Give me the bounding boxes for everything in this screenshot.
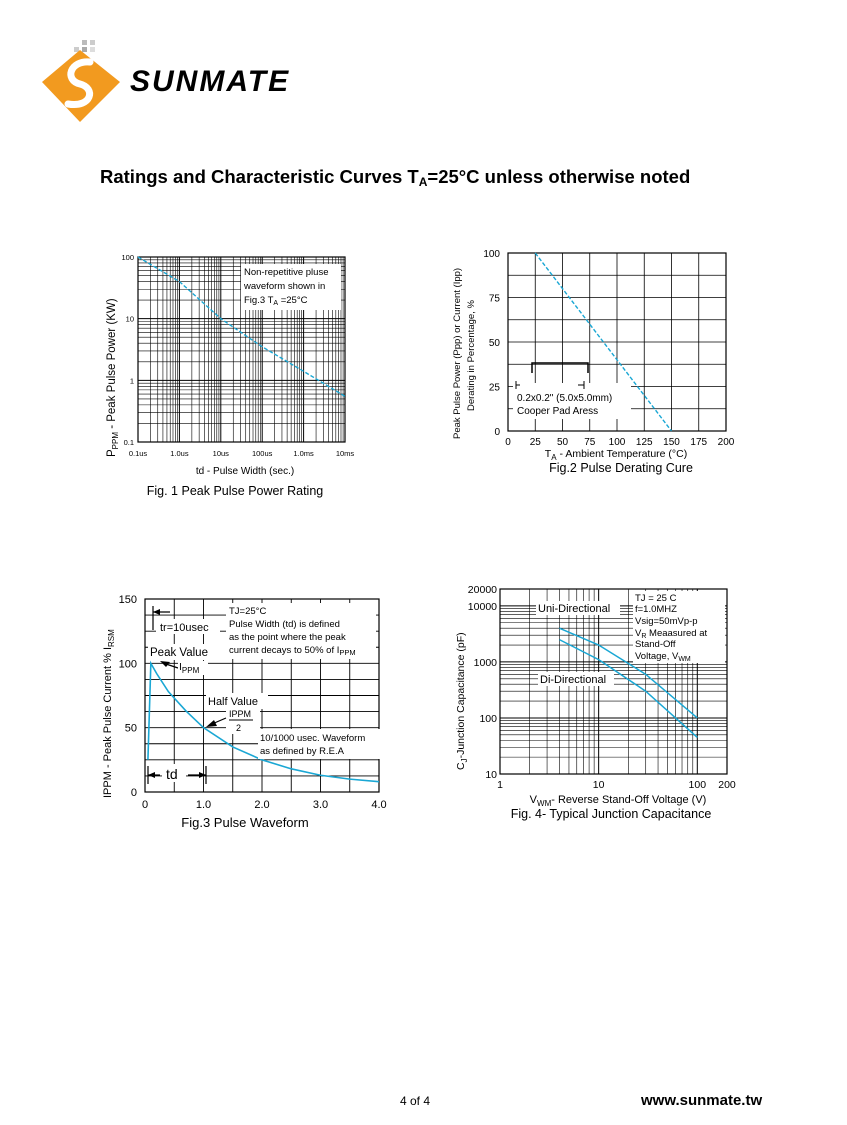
page-number: 4 of 4: [400, 1094, 431, 1108]
fig4-chart: [450, 578, 750, 828]
fig3-note1-line1: TJ=25°C: [229, 606, 267, 617]
fig4-x-tick-label: 100: [688, 779, 707, 791]
fig3-half-arrow-icon: [206, 720, 217, 727]
fig1-ylabel: $P_{PPM}$ - Peak Pulse Power (KW): [106, 298, 120, 457]
fig3-td-left-arrow-icon: [148, 772, 155, 778]
fig1-annotation-line2: waveform shown in: [244, 281, 326, 292]
fig4-legend-uni: Uni-Directional: [538, 603, 611, 615]
fig2-x-tick-label: 75: [584, 437, 596, 448]
fig4-cond-line4: $V_R$ Meaasured at: [635, 628, 708, 640]
fig2-x-tick-label: 150: [663, 437, 680, 448]
fig4-ylabel: $C_J$-Junction Capacitance (pF): [455, 632, 469, 770]
fig4-xlabel: $V_{WM}-$ Reverse Stand-Off Voltage (V): [529, 794, 707, 808]
fig4-title: Fig. 4- Typical Junction Capacitance: [510, 807, 712, 821]
fig3-y-tick-label: 150: [118, 594, 137, 606]
fig4-y-tick-label: 20000: [467, 584, 497, 596]
fig3-x-tick-label: 4.0: [371, 799, 387, 811]
fig2-x-tick-label: 100: [608, 437, 626, 448]
fig4-x-tick-label: 10: [592, 779, 605, 791]
page-title: Ratings and Characteristic Curves $T_A=25^\circ C$ unless otherwise noted: [100, 166, 691, 189]
fig4-cond-line1: TJ = 25 C: [635, 593, 677, 604]
fig3-note2-line2: as defined by R.E.A: [260, 746, 344, 757]
fig3-half-value-label: Half Value: [208, 696, 258, 708]
fig4-y-tick-label: 100: [479, 712, 497, 725]
fig1-chart: [95, 245, 385, 510]
fig3-ippm-label: $I_{PPM}$: [179, 661, 200, 675]
fig1-y-tick-label: 10: [125, 314, 134, 324]
fig3-peak-arrow-icon: [160, 661, 170, 667]
fig1-annotation-line1: Non-repetitive pluse: [244, 267, 329, 278]
fig4-x-tick-label: 1: [497, 779, 503, 791]
fig1-x-tick-label: 1.0us: [170, 449, 189, 458]
fig2-y-tick-label: 25: [488, 382, 500, 394]
brand-logo: [38, 38, 308, 133]
fig2-x-tick-label: 125: [635, 437, 653, 448]
fig2-x-tick-label: 175: [690, 437, 708, 448]
fig2-x-tick-label: 200: [717, 437, 735, 448]
fig3-y-tick-label: 100: [118, 658, 137, 671]
fig1-annotation-line3: Fig.3 $T_A =25^\circ C$: [244, 295, 308, 307]
fig3-title: Fig.3 Pulse Waveform: [181, 815, 309, 830]
fig2-x-tick-label: 0: [505, 437, 511, 448]
fig3-ylabel: IPPM - Peak Pulse Current % $I_{RSM}$: [102, 629, 116, 798]
fig4-cond-line3: Vsig=50mVp-p: [635, 616, 698, 627]
website-url: www.sunmate.tw: [641, 1092, 763, 1109]
fig4-legend-di: Di-Directional: [540, 674, 607, 686]
fig1-y-tick-label: 1: [129, 376, 134, 386]
fig2-ylabel-line2: Derating in Percentage, %: [466, 300, 477, 411]
fig3-td-right-arrow-icon: [199, 772, 206, 778]
fig2-ylabel-line1: Peak Pulse Power (Ppp) or Current (Ipp): [452, 267, 463, 439]
fig3-x-tick-label: 0: [141, 799, 149, 811]
fig1-y-tick-label: 100: [121, 253, 134, 262]
fig4-y-tick-label: 10: [485, 769, 497, 781]
fig3-note1-line3: as the point where the peak: [229, 632, 346, 643]
fig3-y-tick-label: 0: [130, 787, 137, 799]
fig1-x-tick-label: 10ms: [335, 449, 355, 458]
fig1-y-tick-label: 0.1: [123, 438, 134, 447]
fig3-half-numerator: IPPM: [229, 709, 252, 719]
fig2-x-tick-label: 25: [529, 437, 541, 448]
fig1-x-tick-label: 0.1us: [128, 449, 148, 458]
fig3-x-tick-label: 2.0: [254, 799, 270, 811]
logo-dots: [74, 40, 95, 52]
fig3-tr-label: tr=10usec: [160, 622, 209, 634]
fig2-title: Fig.2 Pulse Derating Cure: [549, 461, 693, 475]
fig1-title: Fig. 1 Peak Pulse Power Rating: [146, 484, 324, 498]
fig4-y-tick-label: 10000: [467, 600, 497, 613]
fig2-annotation-line2: Cooper Pad Aress: [517, 406, 599, 417]
fig3-series-line: [148, 663, 379, 781]
fig3-half-denominator: 2: [236, 723, 242, 733]
fig2-xlabel: $T_A$ - Ambient Temperature (°C): [544, 448, 688, 462]
fig4-cond-line2: f=1.0MHZ: [635, 604, 677, 615]
fig4-cond-line6: Voltage, $V_{WM}$: [635, 651, 691, 663]
fig2-y-tick-label: 0: [494, 427, 500, 438]
fig4-y-tick-label: 1000: [473, 656, 497, 669]
fig3-note1-line2: Pulse Width (td) is defined: [229, 619, 340, 630]
fig1-x-tick-label: 10us: [212, 449, 229, 458]
fig2-y-tick-label: 75: [488, 293, 500, 305]
fig3-td-label: td: [166, 766, 178, 782]
fig2-y-tick-label: 100: [483, 249, 500, 260]
fig1-x-tick-label: 1.0ms: [293, 449, 314, 458]
fig2-y-tick-label: 50: [488, 338, 500, 349]
fig3-note2-line1: 10/1000 usec. Waveform: [260, 733, 366, 744]
fig2-chart: [450, 245, 750, 480]
fig3-peak-value-label: Peak Value: [150, 647, 208, 659]
logo-wordmark: SUNMATE: [130, 65, 291, 98]
fig3-tr-arrow-icon: [153, 609, 160, 615]
fig2-x-tick-label: 50: [556, 437, 569, 448]
fig4-cond-line5: Stand-Off: [635, 639, 676, 650]
fig3-y-tick-label: 50: [124, 722, 137, 735]
fig1-xlabel: td - Pulse Width (sec.): [195, 466, 295, 477]
fig1-x-tick-label: 100us: [251, 449, 273, 458]
fig4-x-tick-label: 200: [718, 779, 736, 791]
fig3-x-tick-label: 3.0: [312, 799, 329, 811]
fig2-annotation-line1: 0.2x0.2" (5.0x5.0mm): [517, 393, 613, 404]
fig3-chart: [98, 590, 398, 835]
fig3-x-tick-label: 1.0: [195, 799, 212, 811]
fig3-note1-line4: current decays to 50% of $I_{PPM}$: [229, 645, 356, 657]
